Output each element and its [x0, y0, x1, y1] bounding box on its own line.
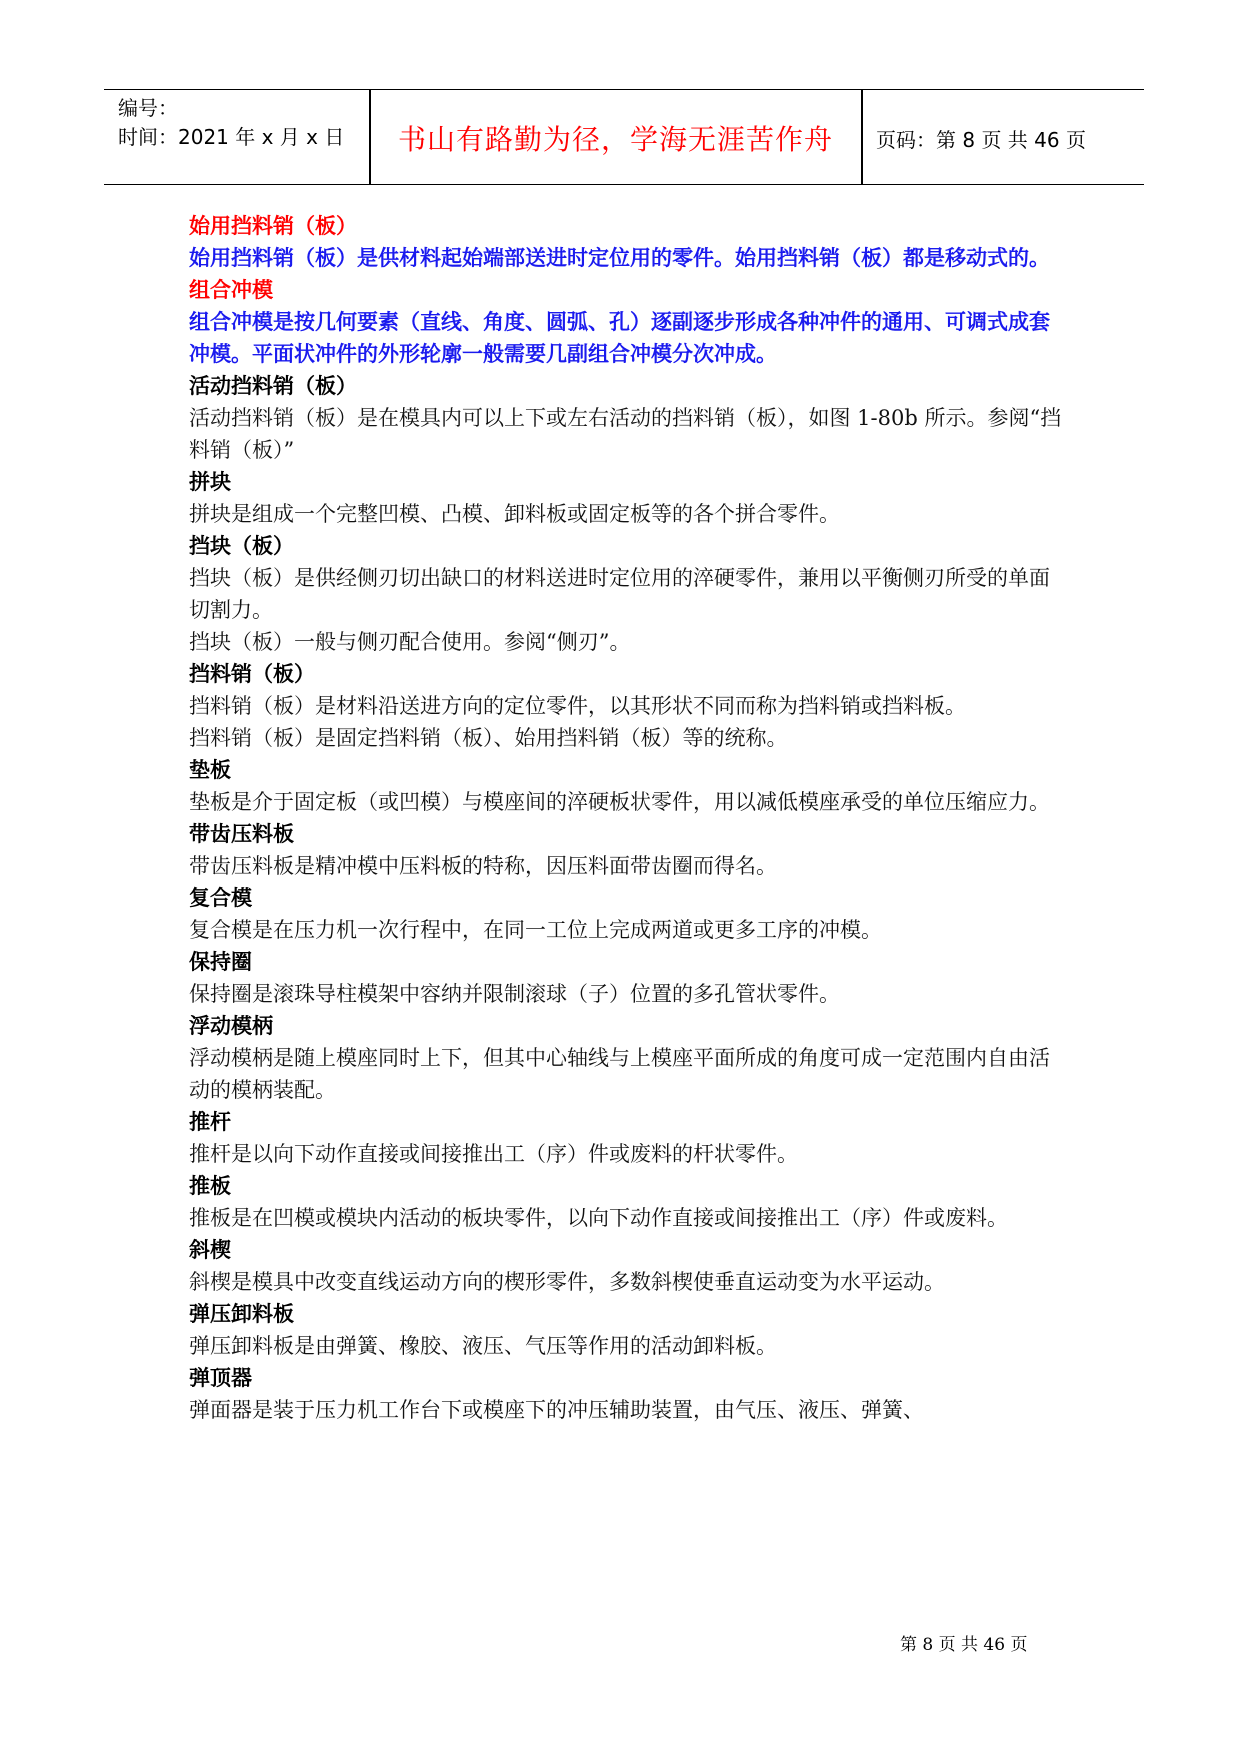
glossary-definition: 挡块（板）一般与侧刃配合使用。参阅“侧刃”。 — [189, 630, 631, 654]
page-footer: 第 8 页 共 46 页 — [900, 1635, 1028, 1655]
glossary-definition: 复合模是在压力机一次行程中，在同一工位上完成两道或更多工序的冲模。 — [189, 918, 882, 942]
glossary-definition: 弹面器是装于压力机工作台下或模座下的冲压辅助装置，由气压、液压、弹簧、 — [189, 1398, 924, 1422]
glossary-definition: 挡块（板）是供经侧刃切出缺口的材料送进时定位用的淬硬零件，兼用以平衡侧刃所受的单面切割力。 — [189, 566, 1050, 622]
glossary-term: 斜楔 — [189, 1238, 231, 1262]
glossary-term: 垫板 — [189, 758, 231, 782]
header-motto: 书山有路勤为径，学海无涯苦作舟 — [397, 123, 833, 156]
glossary-definition: 保持圈是滚珠导柱模架中容纳并限制滚球（子）位置的多孔管状零件。 — [189, 982, 840, 1006]
glossary-definition: 弹压卸料板是由弹簧、橡胶、液压、气压等作用的活动卸料板。 — [189, 1334, 777, 1358]
glossary-term: 弹顶器 — [189, 1366, 252, 1390]
glossary-definition: 垫板是介于固定板（或凹模）与模座间的淬硬板状零件，用以减低模座承受的单位压缩应力。 — [189, 790, 1050, 814]
glossary-definition: 始用挡料销（板）是供材料起始端部送进时定位用的零件。始用挡料销（板）都是移动式的。 — [189, 246, 1050, 270]
glossary-definition: 斜楔是模具中改变直线运动方向的楔形零件，多数斜楔使垂直运动变为水平运动。 — [189, 1270, 945, 1294]
glossary-term: 挡料销（板） — [189, 662, 315, 686]
glossary-content — [189, 210, 1069, 1426]
glossary-term: 浮动模柄 — [189, 1014, 273, 1038]
glossary-term: 复合模 — [189, 886, 252, 910]
glossary-definition: 活动挡料销（板）是在模具内可以上下或左右活动的挡料销（板），如图 1-80b 所示。参阅“挡料销（板）” — [189, 406, 1062, 462]
glossary-term: 弹压卸料板 — [189, 1302, 294, 1326]
header-divider-right — [861, 90, 863, 184]
glossary-definition: 带齿压料板是精冲模中压料板的特称，因压料面带齿圈而得名。 — [189, 854, 777, 878]
glossary-definition: 推杆是以向下动作直接或间接推出工（序）件或废料的杆状零件。 — [189, 1142, 798, 1166]
glossary-definition: 推板是在凹模或模块内活动的板块零件，以向下动作直接或间接推出工（序）件或废料。 — [189, 1206, 1008, 1230]
glossary-term: 组合冲模 — [189, 278, 273, 302]
glossary-term: 活动挡料销（板） — [189, 374, 357, 398]
glossary-definition: 拼块是组成一个完整凹模、凸模、卸料板或固定板等的各个拼合零件。 — [189, 502, 840, 526]
glossary-definition: 浮动模柄是随上模座同时上下，但其中心轴线与上模座平面所成的角度可成一定范围内自由活动的模柄装配。 — [189, 1046, 1050, 1102]
page-header — [104, 89, 1144, 185]
glossary-term: 推板 — [189, 1174, 231, 1198]
glossary-definition: 挡料销（板）是固定挡料销（板）、始用挡料销（板）等的统称。 — [189, 726, 788, 750]
number-label: 编号： — [118, 96, 178, 120]
glossary-term: 拼块 — [189, 470, 231, 494]
glossary-definition: 组合冲模是按几何要素（直线、角度、圆弧、孔）逐副逐步形成各种冲件的通用、可调式成套冲模。平面状冲件的外形轮廓一般需要几副组合冲模分次冲成。 — [189, 310, 1050, 366]
glossary-term: 推杆 — [189, 1110, 231, 1134]
glossary-definition: 挡料销（板）是材料沿送进方向的定位零件，以其形状不同而称为挡料销或挡料板。 — [189, 694, 966, 718]
glossary-term: 保持圈 — [189, 950, 252, 974]
time-label: 时间：2021 年 x 月 x 日 — [118, 125, 345, 149]
glossary-term: 带齿压料板 — [189, 822, 294, 846]
header-page-code: 页码：第 8 页 共 46 页 — [876, 128, 1086, 152]
glossary-term: 始用挡料销（板） — [189, 214, 357, 238]
glossary-term: 挡块（板） — [189, 534, 294, 558]
